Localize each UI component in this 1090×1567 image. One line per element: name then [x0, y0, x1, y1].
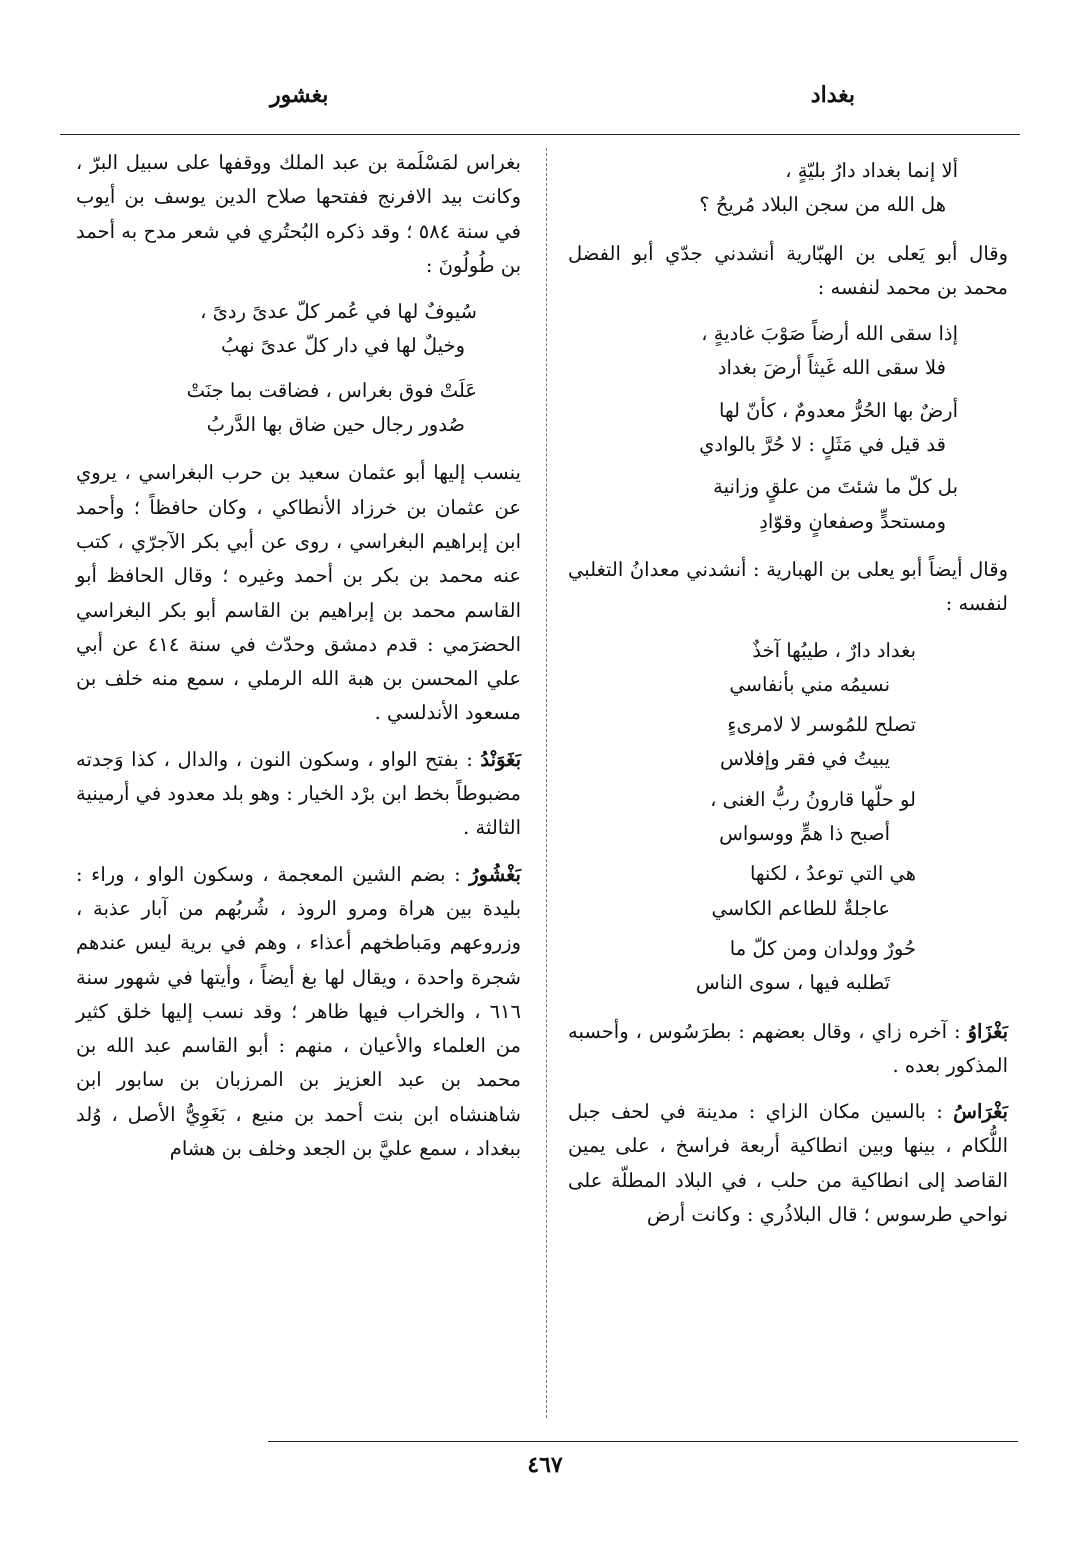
entry-text: : آخره زاي ، وقال بعضهم : بطرَسُوس ، وأحسبه المذكور بعده .: [568, 1019, 1008, 1077]
running-head-left: بغشور: [270, 82, 329, 108]
paragraph: بغراس لمَسْلَمة بن عبد الملك ووقفها على سبيل البرّ ، وكانت بيد الافرنج ففتحها صلاح الدين يوسف بن أيوب في سنة ٥٨٤ ؛ وقد ذكره البُحتُري في شعر مدح به أحمد بن طُولُونَ :: [76, 151, 521, 277]
running-head-right: بغداد: [810, 82, 855, 108]
paragraph: وقال أيضاً أبو يعلى بن الهبارية : أنشدني معدانُ التغلبي لنفسه :: [568, 557, 1008, 616]
verse-line: بغداد دارٌ ، طيبُها آخذٌ: [752, 638, 916, 662]
verse-line: قد قيل في مَثَلٍ : لا حُرَّ بالوادي: [699, 433, 946, 457]
right-column: [568, 146, 1008, 1244]
verse-line: لو حلّها قارونُ ربُّ الغنى ،: [710, 787, 916, 811]
verse-line: يبيتُ في فقر وإفلاس: [719, 747, 890, 771]
headword: بَغْرَاسُ: [953, 1100, 1008, 1124]
verse-line: تَطلبه فيها ، سوى الناس: [695, 971, 890, 995]
headword: بَغْزَاوُ: [967, 1019, 1008, 1043]
header-rule: [60, 134, 1020, 135]
verse-line: أرضٌ بها الحُرُّ معدومٌ ، كأنّ لها: [719, 398, 958, 422]
footer-rule: [268, 1441, 1018, 1442]
verse-line: عَلَتْ فوق بغراس ، فضاقت بما جنَتْ: [186, 378, 477, 402]
verse-line: ومستحدٍّ وصفعانٍ وقوّادِ: [759, 509, 946, 533]
verse-line: سُيوفٌ لها في عُمر كلّ عدىً ردىً ،: [200, 300, 477, 324]
verse-line: حُورٌ وولدان ومن كلّ ما: [729, 936, 916, 960]
verse-line: صُدور رجال حين ضاق بها الدَّربُ: [206, 413, 465, 437]
entry-text: : بضم الشين المعجمة ، وسكون الواو ، وراء : بليدة بين هراة ومرو الروذ ، شُربُهم من آبار عذبة ، وزروعهم ومَباطخهم أعذاء ، وهم في برية ليس عندهم شجرة واحدة ، ويقال لها بغ أيضاً ، وأيتها في شهور سنة ٦١٦ ، والخراب فيها ظاهر ؛ وقد نسب إليها خلق كثير من العلماء والأعيان ، منهم : أبو القاسم عبد الله بن محمد بن عبد العزيز بن المرزبان بن سابور ابن شاهنشاه ابن بنت أحمد بن منيع ، بَغَوِيُّ الأصل ، وُلد ببغداد ، سمع عليَّ بن الجعد وخلف بن هشام: [76, 862, 521, 1161]
verse-line: فلا سقى الله غَيثاً أرضَ بغداد: [717, 356, 946, 380]
verse-line: ألا إنما بغداد دارُ بليّةٍ ،: [785, 159, 958, 182]
headword: بَغَوَنْدُ: [480, 747, 521, 771]
paragraph: وقال أبو يَعلى بن الهبّارية أنشدني جدّي أبو الفضل محمد بن محمد لنفسه :: [568, 241, 1008, 299]
verse-line: أصبح ذا همٍّ ووسواس: [719, 822, 890, 846]
entry-text: : بالسين مكان الزاي : مدينة في لحف جبل اللُّكام ، بينها وبين انطاكية أربعة فراسخ ، على يمين القاصد إلى انطاكية من حلب ، في البلاد المطلّة على نواحي طرسوس ؛ قال البلاذُري : وكانت أرض: [568, 1100, 1008, 1227]
page-number: ٤٦٧: [527, 1452, 563, 1478]
verse-line: هل الله من سجن البلاد مُريحُ ؟: [699, 193, 946, 217]
entry-baghzaw: [568, 1015, 1008, 1084]
verse-line: تصلح للمُوسر لا لامرىءٍ: [727, 713, 916, 737]
verse-line: عاجلةٌ للطاعم الكاسي: [711, 896, 890, 920]
entry-text: : بفتح الواو ، وسكون النون ، والدال ، كذا وَجدته مضبوطاً بخط ابن برْد الخيار : وهو بلد معدود في أرمينية الثالثة .: [76, 747, 521, 840]
headword: بَغْشُورُ: [469, 862, 521, 886]
verse-line: بل كلّ ما شئتَ من علقٍ وزانية: [713, 475, 958, 499]
paragraph: ينسب إليها أبو عثمان سعيد بن حرب البغراسي ، يروي عن عثمان بن خرزاد الأنطاكي ، وكان حافظاً ؛ وأحمد ابن إبراهيم البغراسي ، روى عن أبي بكر الآجرّي ، كتب عنه محمد بن بكر بن أحمد وغيره ؛ وقال الحافظ أبو القاسم محمد بن إبراهيم بن القاسم أبو بكر البغراسي الحضرَمي : قدم دمشق وحدّث في سنة ٤١٤ عن أبي علي المحسن بن هبة الله الرملي ، سمع منه خلف بن مسعود الأندلسي .: [76, 461, 521, 725]
verse-line: هي التي توعدُ ، لكنها: [749, 862, 916, 886]
verse-line: إذا سقى الله أرضاً صَوْبَ غاديةٍ ،: [701, 322, 958, 346]
verse-line: نسيمُه مني بأنفاسي: [729, 672, 890, 696]
verse-block: [76, 295, 521, 442]
verse-block: [568, 317, 1008, 539]
entry-baghawand: [76, 743, 521, 846]
entry-baghshur: [76, 858, 521, 1167]
left-column: [76, 146, 521, 1178]
entry-baghras: [568, 1095, 1008, 1232]
column-divider: [546, 148, 547, 1418]
verse-block: [568, 154, 1008, 223]
verse-line: وخيلٌ لها في دار كلّ عدىً نهبُ: [220, 334, 465, 358]
verse-block: [568, 634, 1008, 1001]
